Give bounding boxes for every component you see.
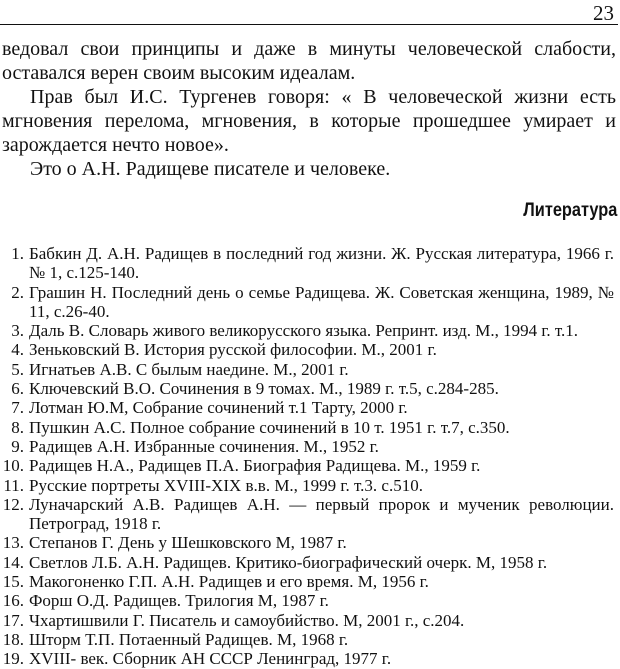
reference-item	[0, 630, 620, 649]
reference-item	[0, 553, 620, 572]
header-rule	[0, 24, 618, 25]
reference-text: Чхартишвили Г. Писатель и самоубийство. М, 2001 г., с.204.	[29, 610, 465, 630]
reference-item	[0, 244, 620, 283]
paragraph-turgenev-quote: Прав был И.С. Тургенев говоря: « В человеческой жизни есть мгновения перелома, мгновения, в которые прошедшее умирает и зарождается нечто новое».	[2, 86, 616, 156]
reference-text: Форш О.Д. Радищев. Трилогия М, 1987 г.	[29, 591, 329, 611]
body-text	[2, 37, 616, 181]
reference-item	[0, 533, 620, 552]
reference-text: Русские портреты XVIII-XIX в.в. М., 1999 г. т.3. с.510.	[29, 475, 423, 495]
reference-item	[0, 360, 620, 379]
reference-text: Шторм Т.П. Потаенный Радищев. М, 1968 г.	[29, 629, 349, 649]
reference-text: Бабкин Д. А.Н. Радищев в последний год жизни. Ж. Русская литература, 1966 г. № 1, с.125-140.	[29, 244, 614, 283]
reference-number: 5.	[11, 359, 24, 379]
reference-text: Пушкин А.С. Полное собрание сочинений в 10 т. 1951 г. т.7, с.350.	[29, 417, 510, 437]
reference-number: 14.	[2, 552, 24, 572]
page-number: 23	[593, 1, 614, 25]
reference-item	[0, 476, 620, 495]
reference-text: Луначарский А.В. Радищев А.Н. — первый пророк и мученик революции. Петроград, 1918 г.	[29, 494, 614, 534]
reference-item	[0, 379, 620, 398]
reference-item	[0, 495, 620, 534]
reference-number: 3.	[11, 321, 24, 341]
reference-text: Макогоненко Г.П. А.Н. Радищев и его время. М, 1956 г.	[29, 572, 429, 592]
reference-number: 17.	[2, 610, 24, 630]
paragraph-continuation: ведовал свои принципы и даже в минуты человеческой слабости, оставался верен своим высоким идеалам.	[2, 38, 616, 84]
reference-text: Зеньковский В. История русской философии. М., 2001 г.	[29, 340, 437, 360]
reference-number: 13.	[2, 533, 24, 553]
reference-item	[0, 456, 620, 475]
reference-item	[0, 437, 620, 456]
reference-number: 18.	[2, 629, 24, 649]
reference-number: 16.	[2, 591, 24, 611]
reference-text: Ключевский В.О. Сочинения в 9 томах. М., 1989 г. т.5, с.284-285.	[29, 379, 499, 399]
reference-text: Радищев А.Н. Избранные сочинения. М., 1952 г.	[29, 436, 379, 456]
reference-number: 6.	[11, 379, 24, 399]
reference-text: Светлов Л.Б. А.Н. Радищев. Критико-биографический очерк. М, 1958 г.	[29, 552, 548, 572]
reference-number: 10.	[2, 456, 24, 476]
reference-text: XVIII- век. Сборник АН СССР Ленинград, 1977 г.	[29, 649, 392, 669]
reference-number: 7.	[11, 398, 24, 418]
reference-number: 4.	[11, 340, 24, 360]
reference-text: Лотман Ю.М, Собрание сочинений т.1 Тарту, 2000 г.	[29, 398, 408, 418]
reference-number: 2.	[11, 282, 24, 302]
references-heading: Литература	[522, 200, 617, 221]
reference-item	[0, 321, 620, 340]
reference-number: 9.	[11, 436, 24, 456]
reference-text: Степанов Г. День у Шешковского М, 1987 г.	[29, 533, 347, 553]
reference-text: Игнатьев А.В. С былым наедине. М., 2001 г.	[29, 359, 349, 379]
reference-number: 1.	[11, 244, 24, 263]
reference-number: 12.	[2, 494, 24, 514]
reference-number: 15.	[2, 572, 24, 592]
reference-text: Грашин Н. Последний день о семье Радищева. Ж. Советская женщина, 1989, № 11, с.26-40.	[29, 282, 614, 321]
reference-item	[0, 398, 620, 417]
reference-text: Радищев Н.А., Радищев П.А. Биография Радищева. М., 1959 г.	[29, 456, 481, 476]
reference-item	[0, 649, 620, 668]
reference-item	[0, 591, 620, 610]
reference-number: 19.	[2, 649, 24, 669]
reference-item	[0, 340, 620, 359]
reference-item	[0, 611, 620, 630]
reference-item	[0, 283, 620, 322]
paragraph-closing: Это о А.Н. Радищеве писателе и человеке.	[30, 158, 391, 180]
reference-item	[0, 418, 620, 437]
reference-list	[0, 244, 620, 669]
reference-number: 11.	[3, 475, 24, 495]
reference-number: 8.	[11, 417, 24, 437]
reference-item	[0, 572, 620, 591]
reference-text: Даль В. Словарь живого великорусского языка. Репринт. изд. М., 1994 г. т.1.	[29, 321, 579, 341]
